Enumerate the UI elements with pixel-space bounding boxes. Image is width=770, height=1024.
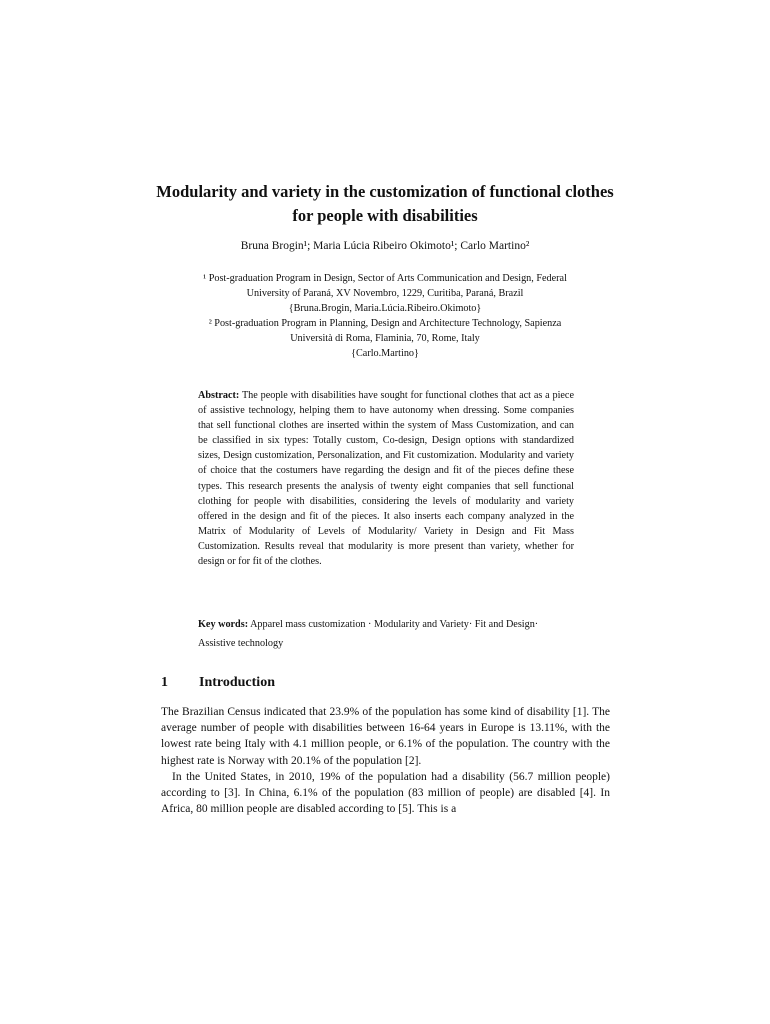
abstract bbox=[198, 388, 574, 569]
paragraph: In the United States, in 2010, 19% of the population had a disability (56.7 million people) according to [3]. In China, 6.1% of the population (83 million of people) are disabled [4]. In Africa, 80 million people are disabled according to [5]. This is a bbox=[161, 770, 610, 816]
keywords-label: Key words: bbox=[198, 619, 249, 630]
keywords-text: Apparel mass customization · Modularity and Variety· Fit and Design· Assistive technology bbox=[198, 619, 539, 649]
paper-title: Modularity and variety in the customization of functional clothes for people with disabilities bbox=[156, 182, 614, 225]
affiliation-line: University of Paraná, XV Novembro, 1229, Curitiba, Paraná, Brazil bbox=[246, 288, 524, 299]
affiliations bbox=[160, 271, 610, 361]
author-list: Bruna Brogin¹; Maria Lúcia Ribeiro Okimoto¹; Carlo Martino² bbox=[240, 240, 530, 252]
affiliation-line: ² Post-graduation Program in Planning, Design and Architecture Technology, Sapienza bbox=[208, 318, 562, 329]
affiliation-line: Università di Roma, Flaminia, 70, Rome, Italy bbox=[290, 333, 480, 344]
affiliation-emails: {Carlo.Martino} bbox=[351, 348, 419, 359]
paragraph: The Brazilian Census indicated that 23.9% of the population has some kind of disability [1]. The average number of people with disabilities between 16-64 years in Europe is 13.11%, with the lowest rate being Italy with 4.1 million people, or 6.1% of the population. The country with the highest rate is Norway with 20.1% of the population [2]. bbox=[161, 706, 610, 767]
affiliation-emails: {Bruna.Brogin, Maria.Lúcia.Ribeiro.Okimoto} bbox=[288, 303, 482, 314]
section-title: Introduction bbox=[199, 675, 275, 690]
body-text bbox=[161, 704, 610, 817]
section-number: 1 bbox=[161, 675, 168, 690]
abstract-text: The people with disabilities have sought for functional clothes that act as a piece of assistive technology, helping them to have autonomy when dressing. Some companies that sell functional clothes are inserted within the system of Mass Customization, and can be classified in six types: Totally custom, Co-design, Design options with standardized sizes, Design customization, Personalization, and Fit customization. Modularity and variety of choice that the costumers have regarding the design and fit of the pieces define these types. This research presents the analysis of twenty eight companies that sell functional clothing for people with disabilities, considering the levels of modularity and variety offered in the design and fit of the pieces. It also inserts each company analyzed in the Matrix of Modularity of Levels of Modularity/ Variety in Design and Fit Mass Customization. Results reveal that modularity is more present than variety, whether for design or for fit of the clothes. bbox=[198, 390, 574, 568]
affiliation-line: ¹ Post-graduation Program in Design, Sector of Arts Communication and Design, Federal bbox=[203, 273, 567, 284]
abstract-label: Abstract: bbox=[198, 390, 240, 401]
keywords bbox=[198, 615, 574, 653]
section-heading bbox=[161, 674, 611, 692]
